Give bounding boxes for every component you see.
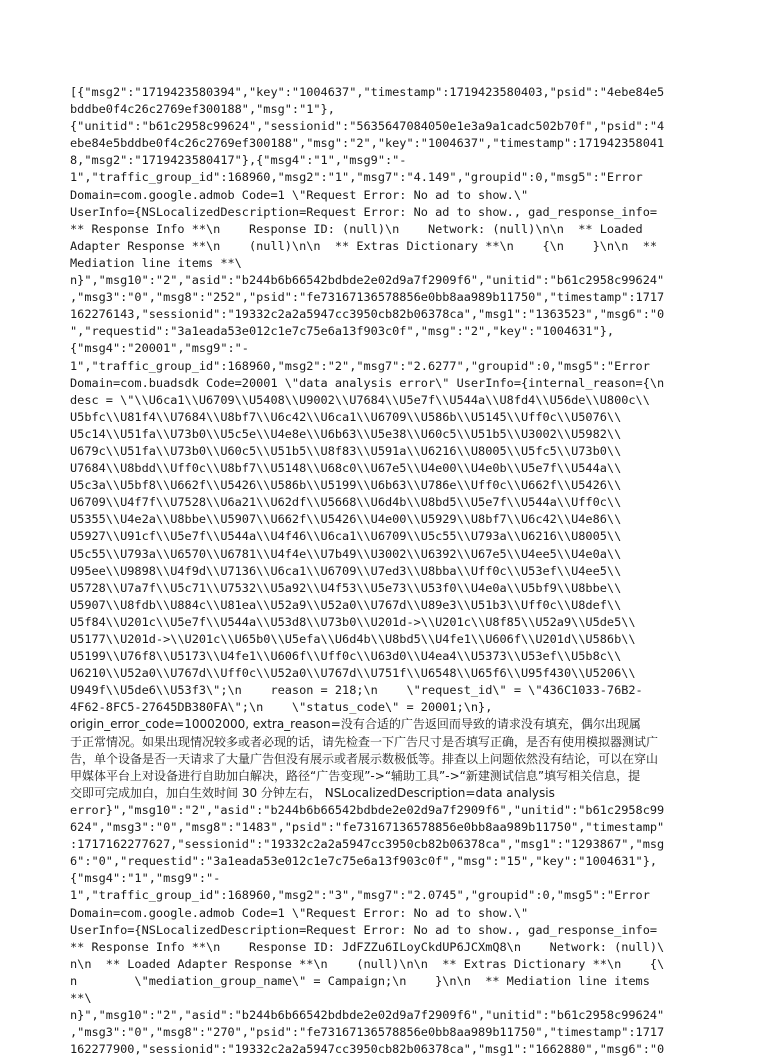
log-line: U5728\\U7a7f\\U5c71\\U7532\\U5a92\\U4f53\\U5e73\\U53f0\\U4e0a\\U5bf9\\U8bbe\\: [70, 580, 622, 595]
log-line: 1","traffic_group_id":168960,"msg2":"1","msg7":"4.149","groupid":0,"msg5":"Error: [70, 170, 643, 185]
log-line: {"unitid":"b61c2958c99624","sessionid":"5635647084050e1e3a9a1cadc502b70f","psid":"4: [70, 119, 665, 134]
log-line: ,"msg3":"0","msg8":"252","psid":"fe73167136578856e0bb8aa989b11750","timestamp":1717: [70, 290, 665, 305]
log-line: U5927\\U91cf\\U5e7f\\U544a\\U4f46\\U6ca1\\U6709\\U5c55\\U793a\\U6216\\U8005\\: [70, 529, 622, 544]
log-text: [70, 84, 710, 1058]
log-line: U5c55\\U793a\\U6570\\U6781\\U4f4e\\U7b49\\U3002\\U6392\\U67e5\\U4ee5\\U4e0a\\: [70, 546, 622, 561]
log-line: U5f84\\U201c\\U5e7f\\U544a\\U53d8\\U73b0\\U201d->\\U201c\\U8f85\\U52a9\\U5de5\\: [70, 614, 636, 629]
log-line: n}","msg10":"2","asid":"b244b6b66542bdbde2e02d9a7f2909f6","unitid":"b61c2958c99624": [70, 273, 665, 288]
log-line: n\n ** Loaded Adapter Response **\n (null)\n\n ** Extras Dictionary **\n {\: [70, 956, 665, 971]
log-line: U6210\\U52a0\\U767d\\Uff0c\\U52a0\\U767d\\U751f\\U6548\\U65f6\\U95f430\\U5206\\: [70, 666, 636, 681]
log-line: 1","traffic_group_id":168960,"msg2":"2","msg7":"2.6277","groupid":0,"msg5":"Error: [70, 358, 650, 373]
log-line: ,"msg3":"0","msg8":"270","psid":"fe73167136578856e0bb8aa989b11750","timestamp":1717: [70, 1025, 665, 1040]
log-line: UserInfo={NSLocalizedDescription=Request Error: No ad to show., gad_response_info=: [70, 204, 658, 219]
log-line: n \"mediation_group_name\" = Campaign;\n }\n\n ** Mediation line items: [70, 973, 650, 988]
log-line: {"msg4":"1","msg9":"-: [70, 871, 221, 886]
document-page: [70, 84, 710, 1057]
log-line: U679c\\U51fa\\U73b0\\U60c5\\U51b5\\U8f83\\U591a\\U6216\\U8005\\U5fc5\\U73b0\\: [70, 443, 622, 458]
log-line: 624","msg3":"0","msg8":"1483","psid":"fe73167136578856e0bb8aa989b11750","timestamp": [70, 820, 665, 835]
log-line: 甲媒体平台上对设备进行自助加白解决，路径“广告变现”->“辅助工具”->“新建测试信息”填写相关信息，提: [70, 768, 641, 783]
log-line: ebe84e5bddbe0f4c26c2769ef300188","msg":"2","key":"1004637","timestamp":171942358041: [70, 136, 665, 151]
log-line: UserInfo={NSLocalizedDescription=Request Error: No ad to show., gad_response_info=: [70, 922, 658, 937]
log-line: desc = \"\\U6ca1\\U6709\\U5408\\U9002\\U7684\\U5e7f\\U544a\\U8fd4\\U56de\\U800c\\: [70, 392, 650, 407]
log-line: U5c3a\\U5bf8\\U662f\\U5426\\U586b\\U5199\\U6b63\\U786e\\Uff0c\\U662f\\U5426\\: [70, 478, 622, 493]
log-line: U5c14\\U51fa\\U73b0\\U5c5e\\U4e8e\\U6b63\\U5e38\\U60c5\\U51b5\\U3002\\U5982\\: [70, 426, 622, 441]
log-line: origin_error_code=10002000, extra_reason=没有合适的广告返回而导致的请求没有填充，偶尔出现属: [70, 717, 641, 732]
log-line: 162277900,"sessionid":"19332c2a2a5947cc3950cb82b06378ca","msg1":"1662880","msg6":"0: [70, 1042, 665, 1057]
log-line: U5199\\U76f8\\U5173\\U4fe1\\U606f\\Uff0c\\U63d0\\U4ea4\\U5373\\U53ef\\U5b8c\\: [70, 649, 622, 664]
log-line: 于正常情况。如果出现情况较多或者必现的话，请先检查一下广告尺寸是否填写正确，是否有使用模拟器测试广: [70, 734, 659, 749]
log-line: U7684\\U8bdd\\Uff0c\\U8bf7\\U5148\\U68c0\\U67e5\\U4e00\\U4e0b\\U5e7f\\U544a\\: [70, 461, 622, 476]
log-line: 告，单个设备是否一天请求了大量广告但没有展示或者展示数极低等。排查以上问题依然没有结论，可以在穿山: [70, 751, 659, 766]
log-line: **\: [70, 990, 92, 1005]
log-line: [{"msg2":"1719423580394","key":"1004637","timestamp":1719423580403,"psid":"4ebe84e5: [70, 85, 665, 99]
log-line: ** Response Info **\n Response ID: (null)\n Network: (null)\n\n ** Loaded: [70, 221, 643, 236]
log-line: Mediation line items **\: [70, 255, 242, 270]
log-line: ** Response Info **\n Response ID: JdFZZu6ILoyCkdUP6JCXmQ8\n Network: (null)\: [70, 939, 665, 954]
log-line: U6709\\U4f7f\\U7528\\U6a21\\U62df\\U5668\\U6d4b\\U8bd5\\U5e7f\\U544a\\Uff0c\\: [70, 495, 622, 510]
log-line: 1","traffic_group_id":168960,"msg2":"3","msg7":"2.0745","groupid":0,"msg5":"Error: [70, 888, 650, 903]
log-line: ","requestid":"3a1eada53e012c1e7c75e6a13f903c0f","msg":"2","key":"1004631"},: [70, 324, 615, 339]
log-line: U949f\\U5de6\\U53f3\";\n reason = 218;\n \"request_id\" = \"436C1033-76B2-: [70, 683, 643, 698]
log-line: 6":"0","requestid":"3a1eada53e012c1e7c75e6a13f903c0f","msg":"15","key":"1004631"},: [70, 854, 658, 869]
log-line: U5bfc\\U81f4\\U7684\\U8bf7\\U6c42\\U6ca1\\U6709\\U586b\\U5145\\Uff0c\\U5076\\: [70, 409, 622, 424]
log-line: {"msg4":"20001","msg9":"-: [70, 341, 249, 356]
log-line: U95ee\\U9898\\U4f9d\\U7136\\U6ca1\\U6709\\U7ed3\\U8bba\\Uff0c\\U53ef\\U4ee5\\: [70, 563, 622, 578]
log-line: 8,"msg2":"1719423580417"},{"msg4":"1","msg9":"-: [70, 153, 407, 168]
log-line: 4F62-8FC5-27645DB380FA\";\n \"status_code\" = 20001;\n},: [70, 700, 493, 715]
log-line: U5907\\U8fdb\\U884c\\U81ea\\U52a9\\U52a0\\U767d\\U89e3\\U51b3\\Uff0c\\U8def\\: [70, 597, 622, 612]
log-line: n}","msg10":"2","asid":"b244b6b66542bdbde2e02d9a7f2909f6","unitid":"b61c2958c99624": [70, 1008, 665, 1023]
log-line: 交即可完成加白，加白生效时间 30 分钟左右， NSLocalizedDescription=data analysis: [70, 785, 555, 800]
log-line: Adapter Response **\n (null)\n\n ** Extras Dictionary **\n {\n }\n\n **: [70, 238, 658, 253]
log-line: U5355\\U4e2a\\U8bbe\\U5907\\U662f\\U5426\\U4e00\\U5929\\U8bf7\\U6c42\\U4e86\\: [70, 512, 622, 527]
log-line: 162276143,"sessionid":"19332c2a2a5947cc3950cb82b06378ca","msg1":"1363523","msg6":"0: [70, 307, 665, 322]
log-line: :1717162277627,"sessionid":"19332c2a2a5947cc3950cb82b06378ca","msg1":"1293867","msg: [70, 837, 665, 852]
log-line: bddbe0f4c26c2769ef300188","msg":"1"},: [70, 102, 335, 117]
log-line: Domain=com.buadsdk Code=20001 \"data analysis error\" UserInfo={internal_reason={\n: [70, 375, 665, 390]
log-line: Domain=com.google.admob Code=1 \"Request Error: No ad to show.\": [70, 187, 529, 202]
log-line: U5177\\U201d->\\U201c\\U65b0\\U5efa\\U6d4b\\U8bd5\\U4fe1\\U606f\\U201d\\U586b\\: [70, 632, 636, 646]
log-line: Domain=com.google.admob Code=1 \"Request Error: No ad to show.\": [70, 905, 529, 920]
log-line: error}","msg10":"2","asid":"b244b6b66542bdbde2e02d9a7f2909f6","unitid":"b61c2958c99: [70, 802, 665, 817]
